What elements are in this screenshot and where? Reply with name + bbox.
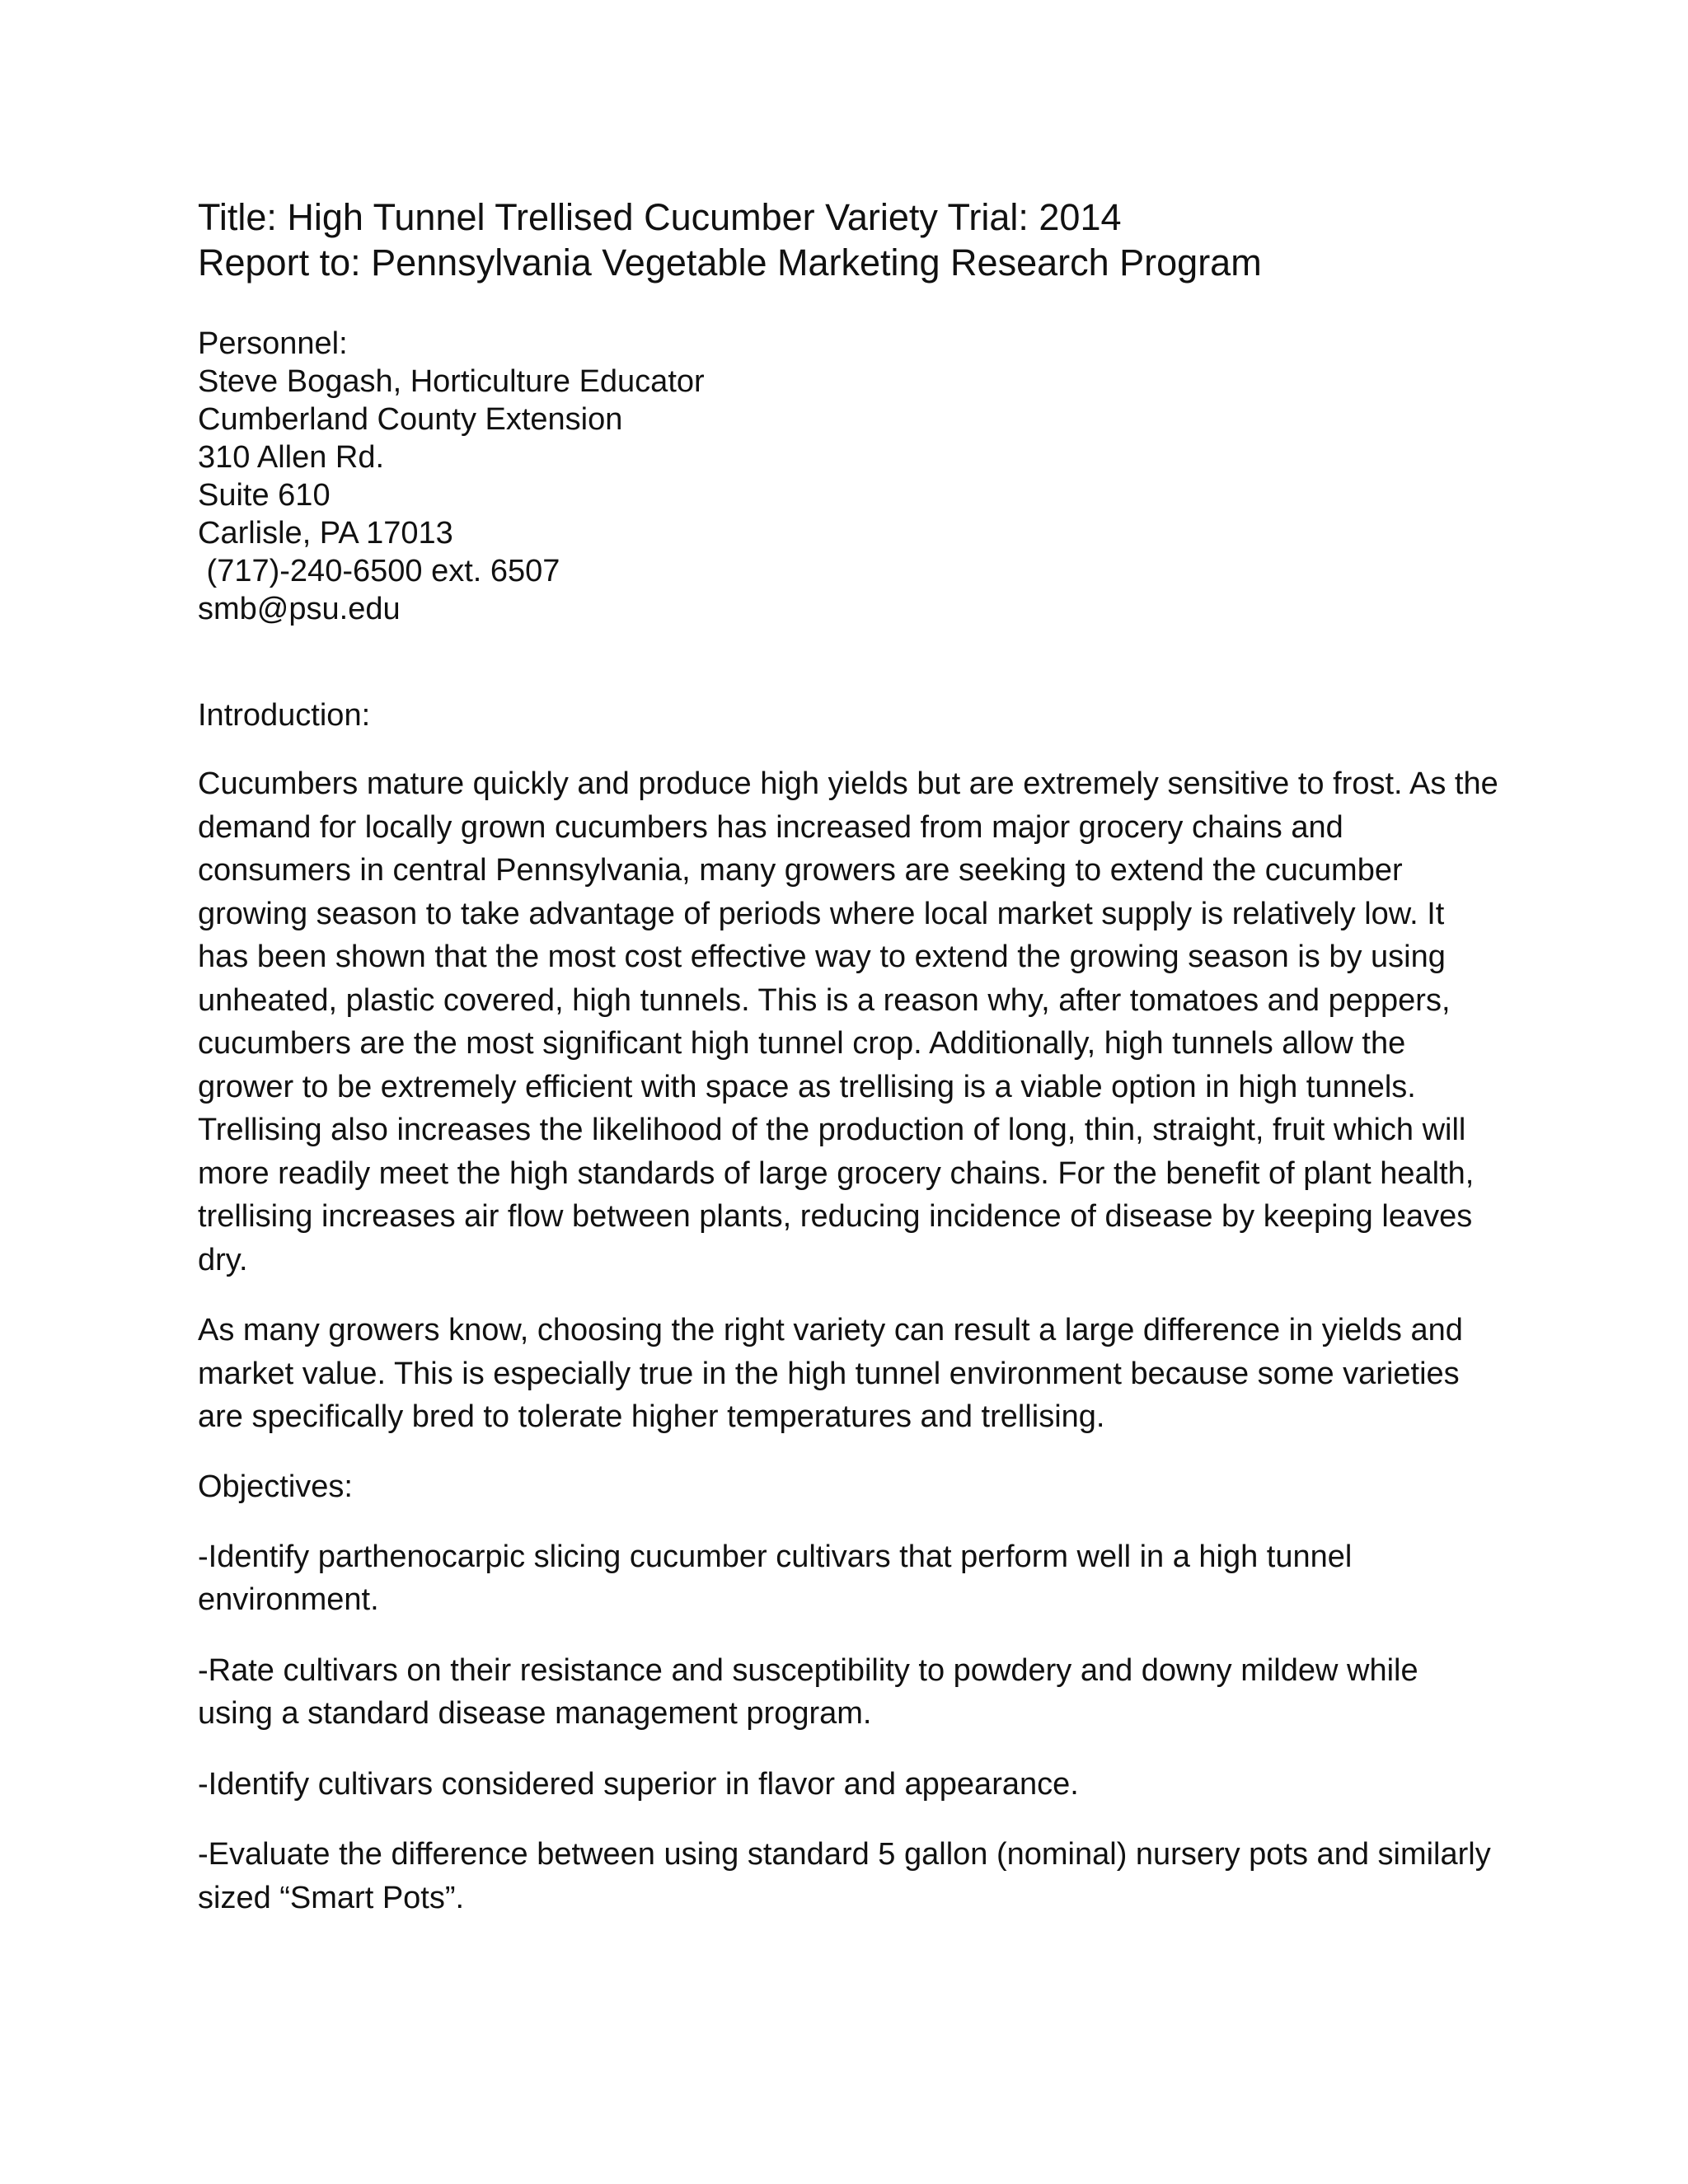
introduction-paragraph: As many growers know, choosing the right variety can result a large difference in yields and market value. This is especially true in the high tunnel environment because some varieties are specifically bred to tolerate higher temperatures and trellising. — [198, 1313, 1463, 1434]
introduction-paragraph: Cucumbers mature quickly and produce high yields but are extremely sensitive to frost. As the demand for locally grown cucumbers has increased from major grocery chains and consumers in central Pennsylvania, many growers are seeking to extend the cucumber growing season to take advantage of periods where local market supply is relatively low. It has been shown that the most cost effective way to extend the growing season is by using unheated, plastic covered, high tunnels. This is a reason why, after tomatoes and peppers, cucumbers are the most significant high tunnel crop. Additionally, high tunnels allow the grower to be extremely efficient with space as trellising is a viable option in high tunnels. Trellising also increases the likelihood of the production of long, thin, straight, fruit which will more readily meet the high standards of large grocery chains. For the benefit of plant health, trellising increases air flow between plants, reducing incidence of disease by keeping leaves dry. — [198, 766, 1498, 1277]
objective-item: -Identify parthenocarpic slicing cucumber cultivars that perform well in a high tunnel environment. — [198, 1539, 1353, 1617]
objective-item: -Identify cultivars considered superior in flavor and appearance. — [198, 1766, 1079, 1802]
introduction-heading: Introduction: — [198, 698, 371, 733]
objectives-heading: Objectives: — [198, 1469, 353, 1504]
objective-item: -Evaluate the difference between using standard 5 gallon (nominal) nursery pots and similarly sized “Smart Pots”. — [198, 1837, 1491, 1915]
personnel-heading: Personnel: — [198, 326, 348, 361]
report-to-line: Report to: Pennsylvania Vegetable Marketing Research Program — [198, 241, 1262, 284]
personnel-street: 310 Allen Rd. — [198, 440, 385, 475]
personnel-suite: Suite 610 — [198, 478, 331, 513]
personnel-city: Carlisle, PA 17013 — [198, 516, 453, 551]
personnel-phone: (717)-240-6500 ext. 6507 — [198, 554, 560, 588]
personnel-block — [198, 325, 1500, 628]
personnel-name: Steve Bogash, Horticulture Educator — [198, 364, 705, 399]
personnel-organization: Cumberland County Extension — [198, 402, 623, 437]
document-page — [198, 194, 1500, 1919]
personnel-email: smb@psu.edu — [198, 592, 401, 626]
objective-item: -Rate cultivars on their resistance and susceptibility to powdery and downy mildew while using a standard disease management program. — [198, 1652, 1418, 1731]
document-title: Title: High Tunnel Trellised Cucumber Variety Trial: 2014 — [198, 196, 1122, 238]
